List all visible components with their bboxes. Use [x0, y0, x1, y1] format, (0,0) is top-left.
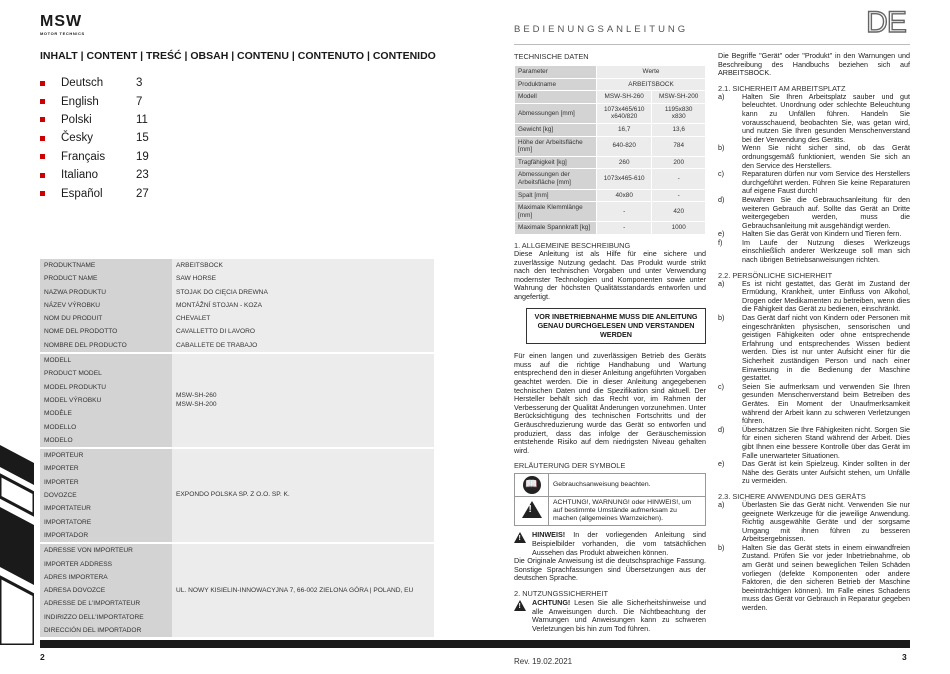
value-cell: 784 [652, 136, 706, 156]
safety-label: ACHTUNG! [532, 597, 571, 607]
param-cell: Abmessungen [mm] [515, 103, 597, 123]
info-label: NAZWA PRODUKTU [44, 288, 107, 296]
table-row [515, 123, 706, 136]
toc-language: Česky [61, 132, 93, 145]
table-row [515, 202, 706, 222]
general-description-text-2: Für einen langen und zuverlässigen Betrieb des Geräts muss auf die richtige Handhabung und Wartung entsprechend den in dieser Anleitung angeführten Vorgaben geachtet werden. Die in dieser Anleitung angegebenen technischen Daten und die Spezifikation sind aktuell. Der Hersteller behält sich das Recht vor, im Rahmen der Verbesserung der Qualität Änderungen vorzunehmen. Unter Berücksichtigung des technischen Fortschritts und der Geräuschreduzierung wurde das Gerät so entworfen und produziert, dass das infolge der Geräuschemission entstehende Risiko auf dem niedrigsten Niveau gehalten wird. [514, 351, 706, 455]
item-letter: b) [718, 143, 725, 153]
logo-subtitle: MOTOR TECHNICS [40, 31, 85, 36]
read-manual-icon: 📖 [523, 476, 541, 494]
value-cell: MSW-SH-260 [597, 91, 652, 104]
workplace-safety-list [718, 93, 910, 265]
info-label: DOVOZCE [44, 492, 77, 500]
param-cell: Produktname [515, 78, 597, 91]
info-label: IMPORTER [44, 465, 79, 473]
terms-intro: Die Begriffe "Gerät" oder "Produkt" in den Warnungen und Beschreibung des Handbuchs beziehen sich auf ARBEITSBOCK. [718, 51, 910, 78]
toc-language: Deutsch [61, 77, 104, 90]
info-label: IMPORTEUR [44, 452, 84, 460]
value-cell: 260 [597, 156, 652, 169]
table-row [515, 474, 706, 497]
table-row [515, 136, 706, 156]
bullet-icon [40, 154, 45, 159]
item-text: Im Laufe der Nutzung dieses Werkzeugs einschließlich anderer Werkzeuge soll man sich nach übrigen Betriebsanweisungen richten. [742, 237, 910, 265]
list-item [718, 170, 910, 196]
item-text: Halten Sie Ihren Arbeitsplatz sauber und gut beleuchtet. Unordnung oder schlechte Beleuchtung kann zu Unfällen führen. Handeln Sie vorausschauend, beobachten Sie, was getan wird, und nutzen Sie Ihren gesunden Menschenverstand bei der Verwendung des Geräts. [742, 91, 910, 144]
item-letter: a) [718, 91, 725, 101]
info-label: IMPORTATEUR [44, 505, 91, 513]
toc-item [40, 111, 240, 129]
value-cell: 40x80 [597, 189, 652, 202]
table-row [515, 91, 706, 104]
info-label: PRODUCT MODEL [44, 370, 102, 378]
info-label: NOM DU PRODUIT [44, 315, 103, 323]
item-letter: b) [718, 542, 725, 552]
toc-language: Italiano [61, 169, 99, 182]
value-cell: 200 [652, 156, 706, 169]
param-cell: Abmessungen der Arbeitsfläche [mm] [515, 169, 597, 189]
header-cell: Parameter [515, 66, 597, 79]
info-label: MONTÁŽNÍ STOJAN - KOZA [176, 301, 262, 309]
info-label: ADRESSE DE L'IMPORTATEUR [44, 600, 141, 608]
list-item [718, 239, 910, 265]
item-letter: f) [718, 237, 723, 247]
side-decoration-graphic [0, 445, 34, 645]
workplace-safety-heading: 2.1. SICHERHEIT AM ARBEITSPLATZ [718, 83, 846, 93]
read-manual-warning: VOR INBETRIEBNAHME MUSS DIE ANLEITUNG GENAU DURCHGELESEN UND VERSTANDEN WERDEN [526, 308, 706, 344]
item-text: Halten Sie das Gerät stets in einem einwandfreien Zustand. Prüfen Sie vor jeder Inbetriebnahme, ob am Gerät und seinen beweglichen Teilen Schäden vorliegen (defekte Komponenten oder andere Faktoren, die den sicheren Betrieb der Maschine beeinträchtigen können). Im Falle eines Schadens muss das Gerät vor Gebrauch in Reparatur gegeben werden. [742, 542, 910, 613]
info-label: ADRESA DOVOZCE [44, 587, 106, 595]
param-cell: Maximale Klemmlänge [mm] [515, 202, 597, 222]
info-label: IMPORTATORE [44, 518, 92, 526]
item-text: Überschätzen Sie Ihre Fähigkeiten nicht. Sorgen Sie für einen sicheren Stand während der Arbeit. Dies gibt Ihnen eine bessere Kontrolle über das Gerät im Falle unerwarteter Situationen. [742, 424, 910, 460]
toc-page-number: 19 [136, 150, 149, 163]
item-text: Das Gerät darf nicht von Kindern oder Personen mit eingeschränkten physischen, sensorischen und geistigen Fähigkeiten oder ohne entsprechende Erfahrung und entsprechendes Wissen bedient werden. Dies ist nur unter Aufsicht einer für die Sicherheit zuständigen Person und nach einer Einweisung in die Bedienung der Maschine gestattet. [742, 313, 910, 383]
importer-address-group [40, 544, 434, 637]
language-code-badge: DE [866, 6, 906, 39]
logo-word: MSW [40, 13, 83, 30]
safe-use-list [718, 501, 910, 613]
header-divider [514, 44, 910, 45]
value-cell: - [597, 222, 652, 235]
info-label: IMPORTER ADDRESS [44, 560, 113, 568]
info-label: PRODUCT NAME [44, 275, 98, 283]
toc-language: English [61, 95, 99, 108]
info-label: MODELL [44, 357, 72, 365]
general-description-heading: 1. ALLGEMEINE BESCHREIBUNG [514, 240, 631, 250]
safety-text: Lesen Sie alle Sicherheitshinweise und alle Anweisungen durch. Die Nichtbeachtung der Warnungen und Anweisungen kann zu schweren Verletzungen bis hin zum Tod führen. [532, 597, 706, 633]
toc-page-number: 11 [136, 113, 148, 126]
param-cell: Maximale Spannkraft [kg] [515, 222, 597, 235]
value-cell: - [652, 169, 706, 189]
toc-page-number: 3 [136, 77, 143, 90]
toc-page-number: 23 [136, 169, 149, 182]
item-text: Seien Sie aufmerksam und verwenden Sie Ihren gesunden Menschenverstand beim Betreiben des Gerätes. Ein Moment der Unaufmerksamkeit während der Arbeit kann zu schweren Verletzungen führen. [742, 381, 910, 426]
info-label: IMPORTER [44, 478, 79, 486]
bullet-icon [40, 117, 45, 122]
value-cell: - [597, 202, 652, 222]
general-description-text: Diese Anleitung ist als Hilfe für eine sichere und zuverlässige Nutzung gedacht. Das Produkt wurde strikt nach den technischen Vorgaben und unter Verwendung modernster Technologien und Komponenten sowie unter Wahrung der höchsten Qualitätsstandards entworfen und angefertigt. [514, 248, 706, 301]
value-cell: - [652, 189, 706, 202]
toc-item [40, 166, 240, 184]
list-item [718, 383, 910, 426]
bullet-icon [40, 81, 45, 86]
revision-date: Rev. 19.02.2021 [514, 657, 573, 666]
bullet-icon [40, 191, 45, 196]
hinweis-note [514, 531, 706, 557]
value-cell: 640-820 [597, 136, 652, 156]
toc-language: Español [61, 187, 103, 200]
item-letter: a) [718, 499, 725, 509]
list-item [718, 501, 910, 544]
page-number-left: 2 [40, 652, 45, 662]
symbol-description: Gebrauchsanweisung beachten. [549, 474, 706, 497]
info-label: ARBEITSBOCK [176, 262, 223, 269]
list-item [718, 314, 910, 383]
symbols-table [514, 473, 706, 526]
product-info-table [40, 259, 434, 639]
list-item [718, 280, 910, 314]
model-value: MSW-SH-260 MSW-SH-200 [172, 354, 434, 447]
personal-safety-list [718, 280, 910, 486]
item-letter: b) [718, 313, 725, 323]
info-label: ADRES IMPORTERA [44, 573, 108, 581]
personal-safety-heading: 2.2. PERSÖNLICHE SICHERHEIT [718, 270, 833, 280]
bullet-icon [40, 136, 45, 141]
list-item [718, 544, 910, 613]
toc-page-number: 27 [136, 187, 149, 200]
table-row [515, 222, 706, 235]
info-label: INDIRIZZO DELL'IMPORTATORE [44, 613, 144, 621]
info-label: DIRECCIÓN DEL IMPORTADOR [44, 627, 142, 635]
list-item [718, 426, 910, 460]
table-row [515, 189, 706, 202]
safety-note [514, 599, 706, 633]
list-item [718, 93, 910, 145]
toc-title: INHALT | CONTENT | TREŚĆ | OBSAH | CONTENU | CONTENUTO | CONTENIDO [40, 50, 436, 62]
table-of-contents [40, 74, 240, 203]
importer-address-value: UL. NOWY KISIELIN-INNOWACYJNA 7, 66-002 ZIELONA GÓRA | POLAND, EU [172, 544, 434, 637]
param-cell: Gewicht [kg] [515, 123, 597, 136]
brand-logo [40, 14, 106, 38]
warning-triangle-icon: ! [514, 532, 526, 543]
safe-use-heading: 2.3. SICHERE ANWENDUNG DES GERÄTS [718, 491, 866, 501]
value-cell: 16,7 [597, 123, 652, 136]
bullet-icon [40, 173, 45, 178]
tech-data-heading: TECHNISCHE DATEN [514, 52, 589, 61]
item-letter: d) [718, 194, 725, 204]
tech-data-table [514, 65, 706, 235]
item-letter: a) [718, 278, 725, 288]
toc-language: Français [61, 150, 106, 163]
value-cell: 13,6 [652, 123, 706, 136]
param-cell: Tragfähigkeit [kg] [515, 156, 597, 169]
hinweis-text: In der vorliegenden Anleitung sind Beispielbilder vorhanden, die vom tatsächlichen Aussehen das Produkt abweichen können. [532, 530, 706, 557]
info-label: NOMBRE DEL PRODUCTO [44, 341, 127, 349]
toc-page-number: 7 [136, 95, 143, 108]
value-cell: 1073x465/610 x640/820 [597, 103, 652, 123]
param-cell: Spalt [mm] [515, 189, 597, 202]
info-label: MODÈLE [44, 410, 72, 418]
item-text: Wenn Sie nicht sicher sind, ob das Gerät ordnungsgemäß funktioniert, wenden Sie sich an den Service des Herstellers. [742, 143, 910, 170]
info-label: MODELLO [44, 423, 77, 431]
right-column [718, 52, 910, 613]
original-language-note: Die Originale Anweisung ist die deutschsprachige Fassung. Sonstige Sprachfassungen sind Übersetzungen aus der deutschen Sprache. [514, 556, 706, 583]
info-label: CHEVALET [176, 315, 211, 323]
toc-item [40, 92, 240, 110]
item-letter: c) [718, 381, 724, 391]
importer-group [40, 449, 434, 542]
page-number-right: 3 [902, 652, 907, 662]
toc-item [40, 148, 240, 166]
param-cell: Modell [515, 91, 597, 104]
value-cell: 420 [652, 202, 706, 222]
toc-page-number: 15 [136, 132, 149, 145]
header-cell: Werte [597, 66, 706, 79]
value-cell: MSW-SH-200 [652, 91, 706, 104]
symbol-description: ACHTUNG!, WARNUNG! oder HINWEIS!, um auf bestimmte Umstände aufmerksam zu machen (allgemeines Warnzeichen). [549, 497, 706, 526]
toc-item [40, 129, 240, 147]
footer-bar [40, 640, 910, 648]
list-item [718, 144, 910, 170]
table-row [515, 156, 706, 169]
value-cell: ARBEITSBOCK [597, 78, 706, 91]
safety-heading: 2. NUTZUNGSSICHERHEIT [514, 588, 609, 598]
symbols-heading: ERLÄUTERUNG DER SYMBOLE [514, 461, 626, 471]
warning-triangle-icon: ! [514, 600, 526, 611]
toc-language: Polski [61, 113, 92, 126]
table-row [515, 103, 706, 123]
item-text: Halten Sie das Gerät von Kindern und Tieren fern. [742, 229, 902, 239]
item-text: Überlasten Sie das Gerät nicht. Verwenden Sie nur geeignete Werkzeuge für die jeweilige Anwendung. Richtig ausgewählte Geräte und der sorgsame Umgang mit ihnen führen zu besseren Arbeitsergebnissen. [742, 499, 910, 544]
value-cell: 1073x465-610 [597, 169, 652, 189]
item-text: Das Gerät ist kein Spielzeug. Kinder sollten in der Nähe des Geräts unter Aufsicht stehen, um Unfälle zu vermeiden. [742, 459, 910, 486]
toc-item [40, 74, 240, 92]
table-row [515, 497, 706, 526]
item-letter: e) [718, 229, 725, 239]
item-letter: c) [718, 169, 724, 179]
info-label: STOJAK DO CIĘCIA DREWNA [176, 288, 268, 296]
info-label: ADRESSE VON IMPORTEUR [44, 547, 133, 555]
left-column [514, 52, 706, 633]
param-cell: Höhe der Arbeitsfläche [mm] [515, 136, 597, 156]
info-label: NOME DEL PRODOTTO [44, 328, 118, 336]
list-item [718, 196, 910, 230]
list-item [718, 460, 910, 486]
table-row [515, 66, 706, 79]
hinweis-label: HINWEIS! [532, 530, 566, 540]
info-label: MODEL VÝROBKU [44, 396, 102, 404]
table-row [515, 78, 706, 91]
item-letter: e) [718, 459, 725, 469]
table-row [515, 169, 706, 189]
value-cell: 1195x830 x830 [652, 103, 706, 123]
toc-item [40, 184, 240, 202]
item-letter: d) [718, 424, 725, 434]
info-label: IMPORTADOR [44, 531, 89, 539]
info-label: NÁZEV VÝROBKU [44, 301, 101, 309]
bullet-icon [40, 99, 45, 104]
item-text: Reparaturen dürfen nur vom Service des Herstellers durchgeführt werden. Führen Sie keine Reparaturen auf eigene Faust durch! [742, 169, 910, 196]
info-label: CABALLETE DE TRABAJO [176, 341, 258, 349]
info-label: SAW HORSE [176, 275, 217, 283]
item-text: Bewahren Sie die Gebrauchsanleitung für den weiteren Gebrauch auf. Sollte das Gerät an Dritte weitergegeben werden, muss die Gebrauchsanleitung mit ausgehändigt werden. [742, 194, 910, 230]
manual-title: BEDIENUNGSANLEITUNG [514, 24, 689, 35]
product-name-group [40, 259, 434, 352]
info-label: MODELO [44, 436, 73, 444]
importer-value: EXPONDO POLSKA SP. Z O.O. SP. K. [172, 449, 434, 542]
product-model-group [40, 354, 434, 447]
value-cell: 1000 [652, 222, 706, 235]
warning-triangle-icon: ! [522, 501, 542, 518]
item-text: Es ist nicht gestattet, das Gerät im Zustand der Ermüdung, Krankheit, unter Einfluss von Alkohol, Drogen oder Medikamenten zu betreiben, wenn dies die Fähigkeit das Gerät zu bedienen, einschränkt. [742, 278, 910, 314]
info-label: CAVALLETTO DI LAVORO [176, 328, 256, 336]
info-label: PRODUKTNAME [44, 262, 96, 269]
info-label: MODEL PRODUKTU [44, 383, 107, 391]
